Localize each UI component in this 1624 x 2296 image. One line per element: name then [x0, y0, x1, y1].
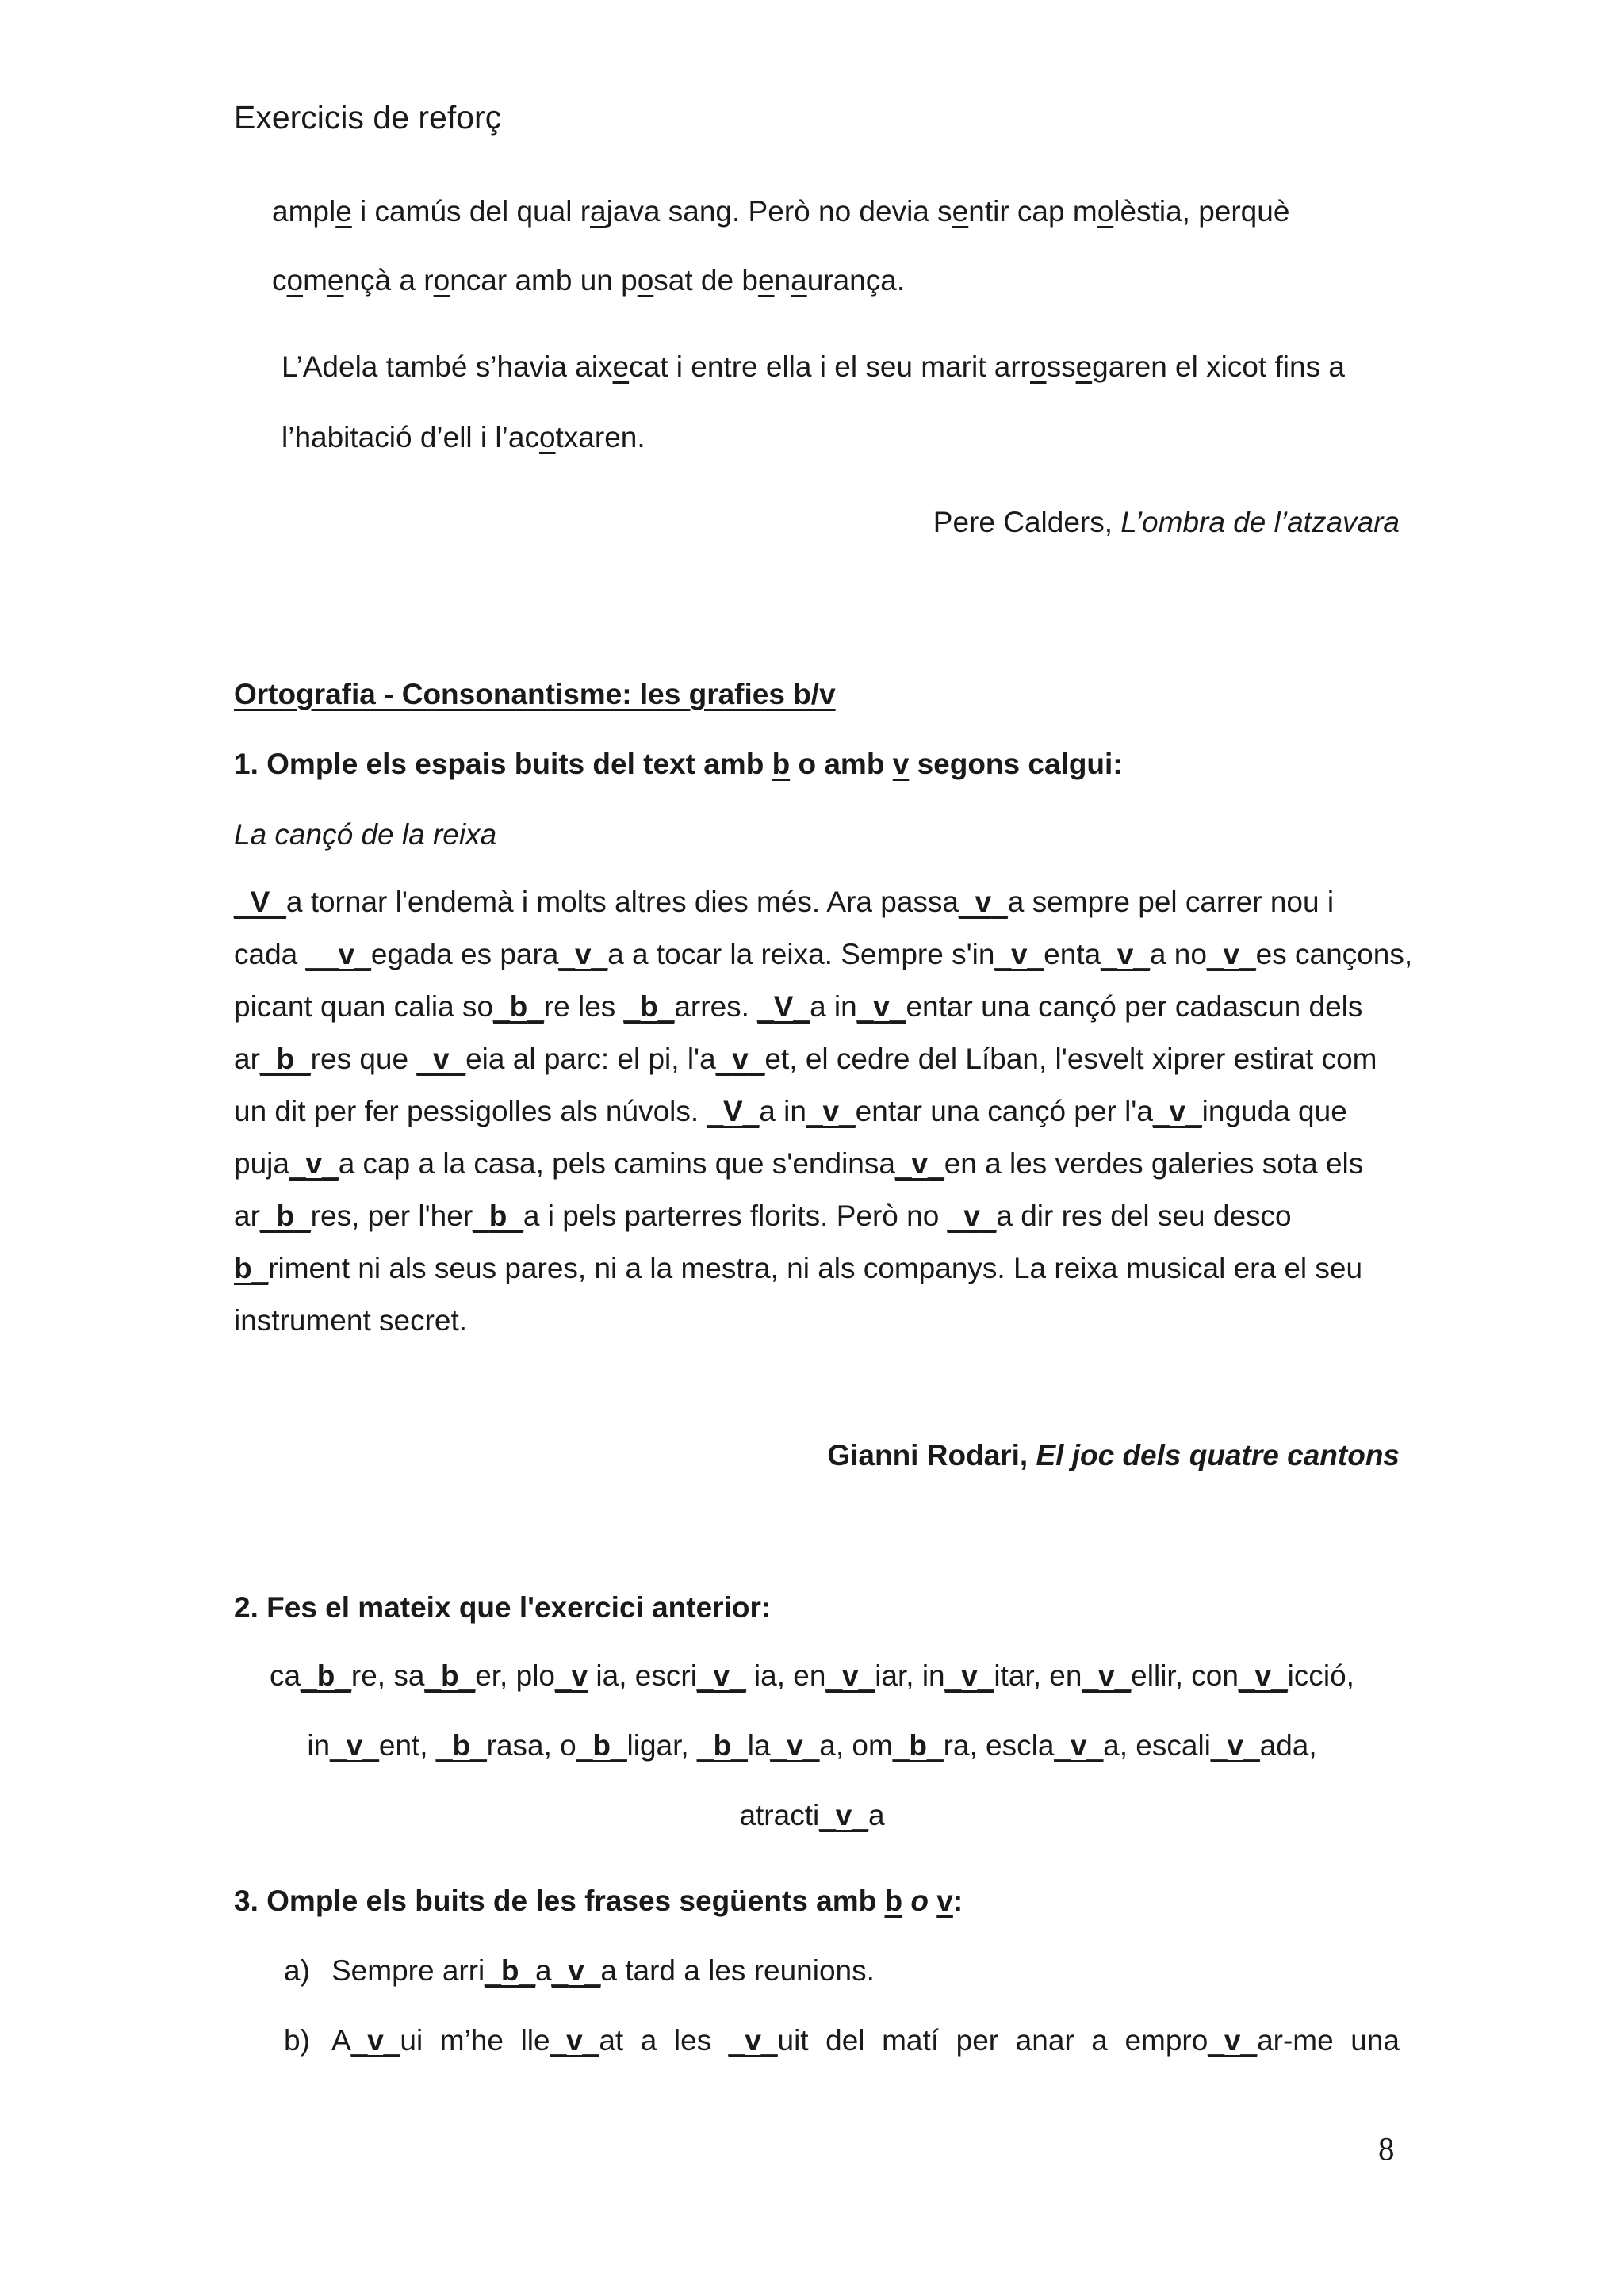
exercise-3-item-b-word: anar — [1015, 2024, 1074, 2057]
exercise-3-item-b-word: m’he — [439, 2024, 504, 2057]
exercise-3-item-b-word: matí — [882, 2024, 940, 2057]
exercise-1-text-line: instrument secret. — [234, 1304, 468, 1337]
exercise-3-item-b-word: empro_v_ar-me — [1124, 2024, 1334, 2057]
exercise-3-item-b-word: lle_v_at — [520, 2024, 624, 2057]
exercise-2-line-2: in_v_ent, _b_rasa, o_b_ligar, _b_la_v_a, om_b_ra, escla_v_a, escali_v_ada, — [307, 1729, 1317, 1762]
exercise-1-text-line: ar_b_res, per l'her_b_a i pels parterres florits. Però no _v_a dir res del seu desco — [234, 1200, 1292, 1232]
section-title: Ortografia - Consonantisme: les grafies b/v — [234, 678, 836, 710]
exercise-3-heading: 3. Omple els buits de les frases següents amb b o v: — [234, 1885, 963, 1917]
exercise-3-item-b-word: a — [1091, 2024, 1108, 2057]
exercise-1-text-line: puja_v_a cap a la casa, pels camins que s'endinsa_v_en a les verdes galeries sota els — [234, 1147, 1364, 1180]
exercise-1-text-line: b_riment ni als seus pares, ni a la mestra, ni als companys. La reixa musical era el seu — [234, 1252, 1363, 1284]
exercise-3-item-a-label: a) — [284, 1954, 310, 1987]
exercise-3-item-b-word: les — [673, 2024, 712, 2057]
excerpt-line-4: l’habitació d’ell i l’acotxaren. — [282, 421, 645, 453]
exercise-1-text-line: ar_b_res que _v_eia al parc: el pi, l'a_v_et, el cedre del Líban, l'esvelt xiprer estirat com — [234, 1043, 1377, 1075]
exercise-2-heading: 2. Fes el mateix que l'exercici anterior: — [234, 1591, 772, 1624]
exercise-3-item-b-word: a — [640, 2024, 657, 2057]
exercise-2-line-3: atracti_v_a — [739, 1799, 885, 1831]
exercise-3-item-b-word: A_v_ui — [331, 2024, 423, 2057]
exercise-3-item-b-text — [331, 2024, 1400, 2057]
exercise-1-heading: 1. Omple els espais buits del text amb b o amb v segons calgui: — [234, 748, 1123, 780]
exercise-3-item-b-word: _v_uit — [728, 2024, 809, 2057]
exercise-1-text-line: cada __v_egada es para_v_a a tocar la reixa. Sempre s'in_v_enta_v_a no_v_es cançons, — [234, 938, 1413, 970]
page-number: 8 — [1378, 2130, 1395, 2167]
exercise-2-line-1: ca_b_re, sa_b_er, plo_v ia, escri_v_ ia, en_v_iar, in_v_itar, en_v_ellir, con_v_icció, — [270, 1659, 1354, 1692]
excerpt-line-3: L’Adela també s’havia aixecat i entre ella i el seu marit arrossegaren el xicot fins a — [282, 350, 1345, 383]
excerpt-line-1: ample i camús del qual rajava sang. Però no devia sentir cap molèstia, perquè — [272, 195, 1290, 228]
exercise-3-item-a-text: Sempre arri_b_a_v_a tard a les reunions. — [331, 1954, 875, 1987]
excerpt-attribution: Pere Calders, L’ombra de l’atzavara — [933, 506, 1400, 538]
exercise-1-text-line: _V_a tornar l'endemà i molts altres dies més. Ara passa_v_a sempre pel carrer nou i — [234, 886, 1335, 918]
exercise-1-text-line: un dit per fer pessigolles als núvols. _V_a in_v_entar una cançó per l'a_v_inguda que — [234, 1095, 1347, 1127]
exercise-1-attribution: Gianni Rodari, El joc dels quatre cantons — [827, 1439, 1400, 1471]
story-title: La cançó de la reixa — [234, 818, 497, 851]
exercise-3-item-b-label: b) — [284, 2024, 310, 2057]
excerpt-line-2: començà a roncar amb un posat de benaurança. — [272, 264, 906, 297]
exercise-3-item-b-word: per — [956, 2024, 999, 2057]
document-header: Exercicis de reforç — [234, 99, 502, 136]
exercise-3-item-b-word: una — [1350, 2024, 1400, 2057]
exercise-3-item-b-word: del — [825, 2024, 865, 2057]
exercise-1-text-line: picant quan calia so_b_re les _b_arres. _V_a in_v_entar una cançó per cadascun dels — [234, 990, 1363, 1023]
